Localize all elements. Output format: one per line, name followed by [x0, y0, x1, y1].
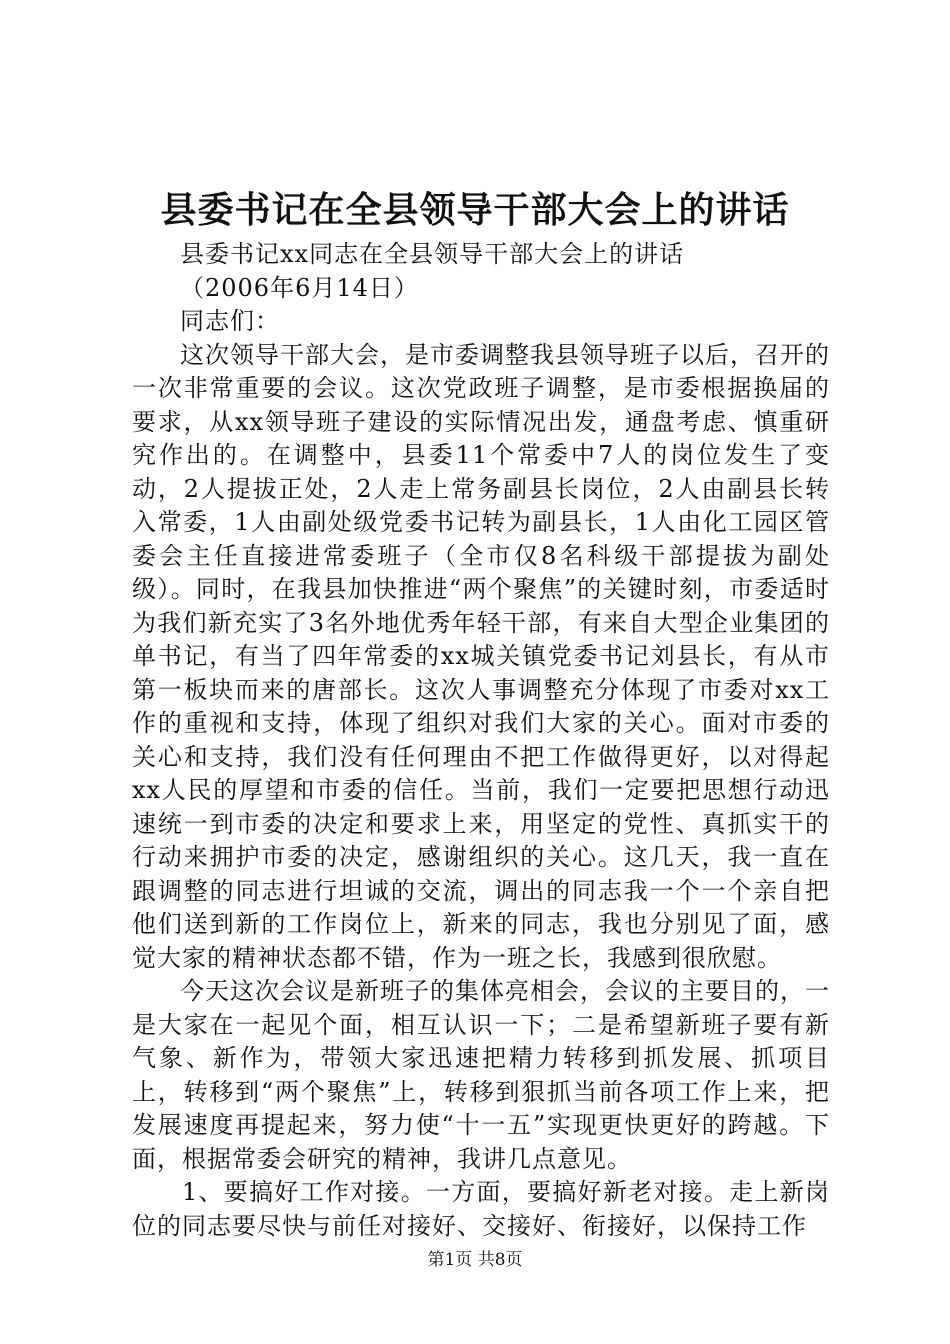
page-number: 第1页 共8页	[427, 1250, 523, 1270]
document-subtitle: 县委书记xx同志在全县领导干部大会上的讲话	[180, 240, 685, 268]
document-body	[132, 238, 830, 1243]
paragraph: 今天这次会议是新班子的集体亮相会，会议的主要目的，一是大家在一起见个面，相互认识一下；二是希望新班子要有新气象、新作为，带领大家迅速把精力转移到抓发展、抓项目上，转移到“两个聚焦”上，转移到狠抓当前各项工作上来，把发展速度再提起来，努力使“十一五”实现更快更好的跨越。下面，根据常委会研究的精神，我讲几点意见。	[132, 977, 830, 1173]
document-title: 县委书记在全县领导干部大会上的讲话	[160, 189, 790, 231]
salutation: 同志们：	[180, 307, 280, 335]
paragraph: 1、要搞好工作对接。一方面，要搞好新老对接。走上新岗位的同志要尽快与前任对接好、交接好、衔接好，以保持工作	[132, 1178, 830, 1240]
paragraph: 这次领导干部大会，是市委调整我县领导班子以后，召开的一次非常重要的会议。这次党政班子调整，是市委根据换届的要求，从xx领导班子建设的实际情况出发，通盘考虑、慎重研究作出的。在调整中，县委11个常委中7人的岗位发生了变动，2人提拔正处，2人走上常务副县长岗位，2人由副县长转入常委，1人由副处级党委书记转为副县长，1人由化工园区管委会主任直接进常委班子（全市仅8名科级干部提拔为副处级）。同时，在我县加快推进“两个聚焦”的关键时刻，市委适时为我们新充实了3名外地优秀年轻干部，有来自大型企业集团的单书记，有当了四年常委的xx城关镇党委书记刘县长，有从市第一板块而来的唐部长。这次人事调整充分体现了市委对xx工作的重视和支持，体现了组织对我们大家的关心。面对市委的关心和支持，我们没有任何理由不把工作做得更好，以对得起xx人民的厚望和市委的信任。当前，我们一定要把思想行动迅速统一到市委的决定和要求上来，用坚定的党性、真抓实干的行动来拥护市委的决定，感谢组织的关心。这几天，我一直在跟调整的同志进行坦诚的交流，调出的同志我一个一个亲自把他们送到新的工作岗位上，新来的同志，我也分别见了面，感觉大家的精神状态都不错，作为一班之长，我感到很欣慰。	[132, 340, 830, 972]
document-date: （2006年6月14日）	[180, 273, 419, 302]
